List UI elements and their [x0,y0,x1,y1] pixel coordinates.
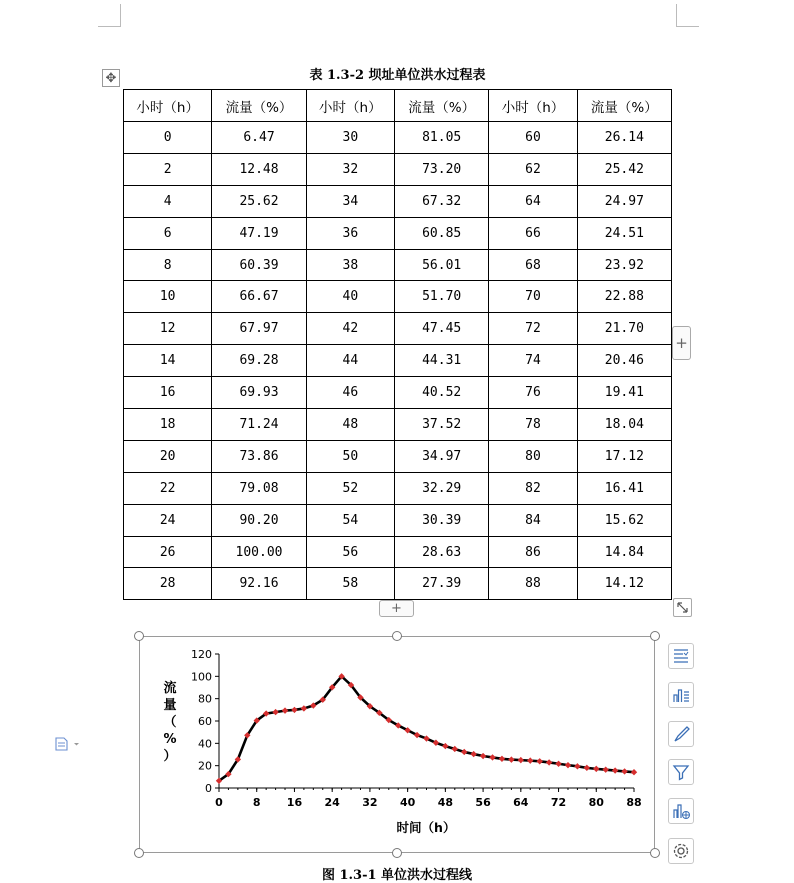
table-row [124,504,672,536]
cell-flow[interactable]: 20.46 [577,345,671,377]
y-tick-label: 100 [191,670,212,684]
data-point[interactable] [489,754,495,760]
cell-flow[interactable]: 22.88 [577,281,671,313]
cell-flow[interactable]: 67.32 [395,185,489,217]
x-axis-label: 时间（h） [396,820,456,835]
data-point[interactable] [593,766,599,772]
page-corner-mark [98,4,121,27]
resize-handle-bottom-right[interactable] [650,848,660,858]
resize-handle-bottom[interactable] [392,848,402,858]
table-title: 表 1.3-2 坝址单位洪水过程表 [309,68,486,83]
cell-hour[interactable]: 42 [306,313,394,345]
cell-hour[interactable]: 60 [489,122,577,154]
cell-flow[interactable]: 17.12 [577,440,671,472]
cell-hour[interactable]: 10 [124,281,212,313]
chart-brush-button[interactable] [668,721,694,747]
y-axis-label-char: 量 [163,698,177,713]
y-axis-label-char: 流 [163,681,177,696]
flood-process-table [123,89,672,600]
table-row [124,472,672,504]
table-row [124,281,672,313]
y-axis-label-char: （ [163,715,177,730]
x-tick-label: 8 [252,796,261,809]
data-point[interactable] [508,756,514,762]
cell-flow[interactable]: 24.97 [577,185,671,217]
cell-flow[interactable]: 12.48 [212,153,306,185]
flood-hydrograph-chart[interactable] [150,640,650,845]
data-point[interactable] [461,749,467,755]
data-point[interactable] [442,743,448,749]
cell-hour[interactable]: 38 [306,249,394,281]
data-point[interactable] [603,766,609,772]
cell-hour[interactable]: 40 [306,281,394,313]
cell-flow[interactable]: 69.28 [212,345,306,377]
x-tick-label: 0 [215,796,223,809]
data-point[interactable] [584,765,590,771]
y-tick-label: 60 [198,715,212,728]
cell-hour[interactable]: 4 [124,185,212,217]
cell-hour[interactable]: 56 [306,536,394,568]
cell-hour[interactable]: 82 [489,472,577,504]
cell-hour[interactable]: 30 [306,122,394,154]
cell-flow[interactable]: 6.47 [212,122,306,154]
cell-hour[interactable]: 78 [489,409,577,441]
cell-flow[interactable]: 73.86 [212,440,306,472]
cell-flow[interactable]: 28.63 [395,536,489,568]
data-point[interactable] [480,753,486,759]
y-tick-label: 0 [205,782,212,795]
x-tick-label: 80 [588,796,604,809]
cell-hour[interactable]: 58 [306,568,394,600]
y-axis-label-char: ） [163,749,177,764]
header-flow[interactable]: 流量（%） [395,90,489,122]
data-point[interactable] [518,757,524,763]
cell-hour[interactable]: 80 [489,440,577,472]
cell-flow[interactable]: 27.39 [395,568,489,600]
cell-flow[interactable]: 60.85 [395,217,489,249]
data-point[interactable] [631,769,637,775]
chart-style-icon [669,683,693,707]
table-row [124,122,672,154]
table-header-row [124,90,672,122]
chart-brush-icon [669,722,693,746]
header-flow[interactable]: 流量（%） [577,90,671,122]
cell-flow[interactable]: 90.20 [212,504,306,536]
cell-hour[interactable]: 32 [306,153,394,185]
cell-flow[interactable]: 100.00 [212,536,306,568]
cell-flow[interactable]: 14.84 [577,536,671,568]
chart-data-icon [669,799,693,823]
cell-flow[interactable]: 26.14 [577,122,671,154]
figure-caption: 图 1.3-1 单位洪水过程线 [321,868,473,883]
cell-hour[interactable]: 2 [124,153,212,185]
cell-flow[interactable]: 40.52 [395,377,489,409]
data-point[interactable] [536,758,542,764]
x-tick-label: 64 [513,796,529,809]
cell-hour[interactable]: 54 [306,504,394,536]
page-corner-mark [676,4,699,27]
header-hour[interactable]: 小时（h） [124,90,212,122]
cell-flow[interactable]: 25.62 [212,185,306,217]
data-point[interactable] [574,763,580,769]
cell-hour[interactable]: 36 [306,217,394,249]
cell-hour[interactable]: 88 [489,568,577,600]
cell-hour[interactable]: 20 [124,440,212,472]
cell-flow[interactable]: 79.08 [212,472,306,504]
cell-flow[interactable]: 67.97 [212,313,306,345]
chart-settings-icon [669,839,693,863]
chart-settings-button[interactable] [668,838,694,864]
table-row [124,409,672,441]
cell-hour[interactable]: 62 [489,153,577,185]
cell-hour[interactable]: 68 [489,249,577,281]
table-row [124,377,672,409]
x-tick-label: 32 [362,796,378,809]
cell-flow[interactable]: 34.97 [395,440,489,472]
cell-hour[interactable]: 52 [306,472,394,504]
cell-hour[interactable]: 16 [124,377,212,409]
x-tick-label: 48 [437,796,454,809]
cell-hour[interactable]: 44 [306,345,394,377]
table-row [124,249,672,281]
resize-handle-top-right[interactable] [650,631,660,641]
cell-hour[interactable]: 74 [489,345,577,377]
header-hour[interactable]: 小时（h） [489,90,577,122]
cell-flow[interactable]: 81.05 [395,122,489,154]
table-row [124,153,672,185]
cell-flow[interactable]: 71.24 [212,409,306,441]
cell-flow[interactable]: 44.31 [395,345,489,377]
data-point[interactable] [555,761,561,767]
data-point[interactable] [301,705,307,711]
x-tick-label: 40 [399,796,416,809]
cell-flow[interactable]: 19.41 [577,377,671,409]
cell-hour[interactable]: 0 [124,122,212,154]
cell-flow[interactable]: 69.93 [212,377,306,409]
chart-filter-icon [669,760,693,784]
resize-handle-bottom-left[interactable] [134,848,144,858]
table-resize-handle[interactable] [673,598,692,617]
table-row [124,568,672,600]
add-column-button[interactable]: + [672,326,691,360]
cell-hour[interactable]: 66 [489,217,577,249]
resize-handle-top-left[interactable] [134,631,144,641]
data-point[interactable] [565,762,571,768]
cell-flow[interactable]: 30.39 [395,504,489,536]
chart-elements-button[interactable] [668,643,694,669]
cell-flow[interactable]: 21.70 [577,313,671,345]
data-point[interactable] [527,757,533,763]
cell-flow[interactable]: 25.42 [577,153,671,185]
data-point[interactable] [470,751,476,757]
data-point[interactable] [282,707,288,713]
cell-hour[interactable]: 50 [306,440,394,472]
cell-flow[interactable]: 60.39 [212,249,306,281]
chart-elements-icon [669,644,693,668]
table-row [124,345,672,377]
cell-hour[interactable]: 24 [124,504,212,536]
data-point[interactable] [452,746,458,752]
chart-filter-button[interactable] [668,759,694,785]
cell-flow[interactable]: 14.12 [577,568,671,600]
table-row [124,185,672,217]
table-row [124,536,672,568]
cell-hour[interactable]: 70 [489,281,577,313]
cell-hour[interactable]: 14 [124,345,212,377]
cell-hour[interactable]: 76 [489,377,577,409]
chart-style-button[interactable] [668,682,694,708]
cell-flow[interactable]: 23.92 [577,249,671,281]
cell-flow[interactable]: 32.29 [395,472,489,504]
cell-flow[interactable]: 73.20 [395,153,489,185]
cell-flow[interactable]: 47.19 [212,217,306,249]
table-move-handle-icon[interactable]: ✥ [102,69,120,87]
cell-hour[interactable]: 48 [306,409,394,441]
cell-hour[interactable]: 84 [489,504,577,536]
header-flow[interactable]: 流量（%） [212,90,306,122]
cell-hour[interactable]: 22 [124,472,212,504]
data-point[interactable] [272,709,278,715]
cell-flow[interactable]: 47.45 [395,313,489,345]
y-tick-label: 120 [191,648,212,661]
cell-flow[interactable]: 15.62 [577,504,671,536]
header-hour[interactable]: 小时（h） [306,90,394,122]
y-tick-label: 40 [198,737,212,751]
table-row [124,440,672,472]
cell-hour[interactable]: 46 [306,377,394,409]
cell-hour[interactable]: 34 [306,185,394,217]
cell-hour[interactable]: 18 [124,409,212,441]
data-point[interactable] [499,756,505,762]
table-row [124,313,672,345]
add-row-button[interactable]: + [379,600,414,617]
cell-flow[interactable]: 16.41 [577,472,671,504]
y-tick-label: 20 [198,759,212,773]
resize-arrow-icon [674,599,691,616]
cell-flow[interactable]: 24.51 [577,217,671,249]
x-tick-label: 16 [286,796,303,809]
data-point[interactable] [621,768,627,774]
y-tick-label: 80 [198,692,212,706]
cell-hour[interactable]: 12 [124,313,212,345]
table-row [124,217,672,249]
cell-hour[interactable]: 28 [124,568,212,600]
cell-hour[interactable]: 26 [124,536,212,568]
series-line [219,676,634,780]
cell-hour[interactable]: 86 [489,536,577,568]
cell-hour[interactable]: 64 [489,185,577,217]
cell-hour[interactable]: 8 [124,249,212,281]
document-outline-icon[interactable] [55,736,81,755]
x-tick-label: 88 [626,796,642,809]
cell-flow[interactable]: 66.67 [212,281,306,313]
cell-hour[interactable]: 72 [489,313,577,345]
data-point[interactable] [612,767,618,773]
cell-flow[interactable]: 37.52 [395,409,489,441]
data-point[interactable] [546,759,552,765]
x-tick-label: 24 [324,796,340,809]
cell-flow[interactable]: 18.04 [577,409,671,441]
data-point[interactable] [291,707,297,713]
y-axis-label-char: % [163,732,177,747]
cell-flow[interactable]: 51.70 [395,281,489,313]
cell-hour[interactable]: 6 [124,217,212,249]
cell-flow[interactable]: 56.01 [395,249,489,281]
x-tick-label: 72 [550,796,567,809]
chart-data-button[interactable] [668,798,694,824]
cell-flow[interactable]: 92.16 [212,568,306,600]
x-tick-label: 56 [475,796,491,809]
